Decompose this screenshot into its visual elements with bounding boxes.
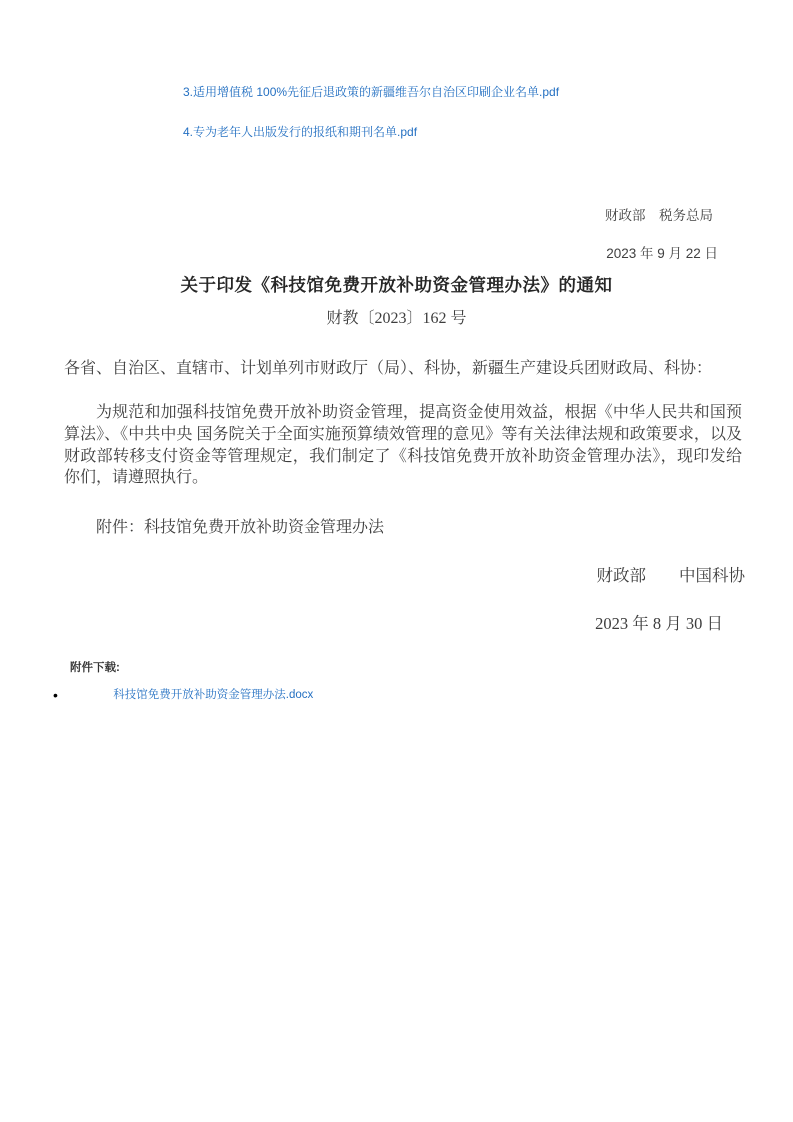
notice-signoff-issuers: 财政部 中国科协	[596, 566, 745, 585]
attachment-link-docx[interactable]: 科技馆免费开放补助资金管理办法.docx	[113, 689, 314, 701]
previous-doc-date: 2023 年 9 月 22 日	[606, 246, 718, 261]
previous-doc-issuer: 财政部 税务总局	[605, 208, 713, 223]
attachment-link-pdf-4[interactable]: 4.专为老年人出版发行的报纸和期刊名单.pdf	[183, 125, 418, 139]
notice-body-paragraph: 为规范和加强科技馆免费开放补助资金管理，提高资金使用效益，根据《中华人民共和国预算法》、《中共中央 国务院关于全面实施预算绩效管理的意见》等有关法律法规和政策要求，以及财政部转移支付资金等管理规定，我们制定了《科技馆免费开放补助资金管理办法》，现印发给你们，请遵照执行。	[64, 404, 742, 487]
notice-title: 关于印发《科技馆免费开放补助资金管理办法》的通知	[180, 275, 613, 295]
attachment-download-item	[53, 686, 313, 703]
bullet-icon: •	[53, 686, 58, 703]
notice-attachment-note: 附件：科技馆免费开放补助资金管理办法	[96, 519, 385, 536]
attachment-download-label: 附件下载:	[70, 662, 120, 674]
notice-doc-number: 财教〔2023〕162 号	[326, 310, 467, 327]
notice-signoff-date: 2023 年 8 月 30 日	[595, 614, 723, 633]
notice-salutation: 各省、自治区、直辖市、计划单列市财政厅（局）、科协，新疆生产建设兵团财政局、科协：	[64, 360, 713, 377]
attachment-link-pdf-3[interactable]: 3.适用增值税 100%先征后退政策的新疆维吾尔自治区印刷企业名单.pdf	[183, 85, 560, 99]
